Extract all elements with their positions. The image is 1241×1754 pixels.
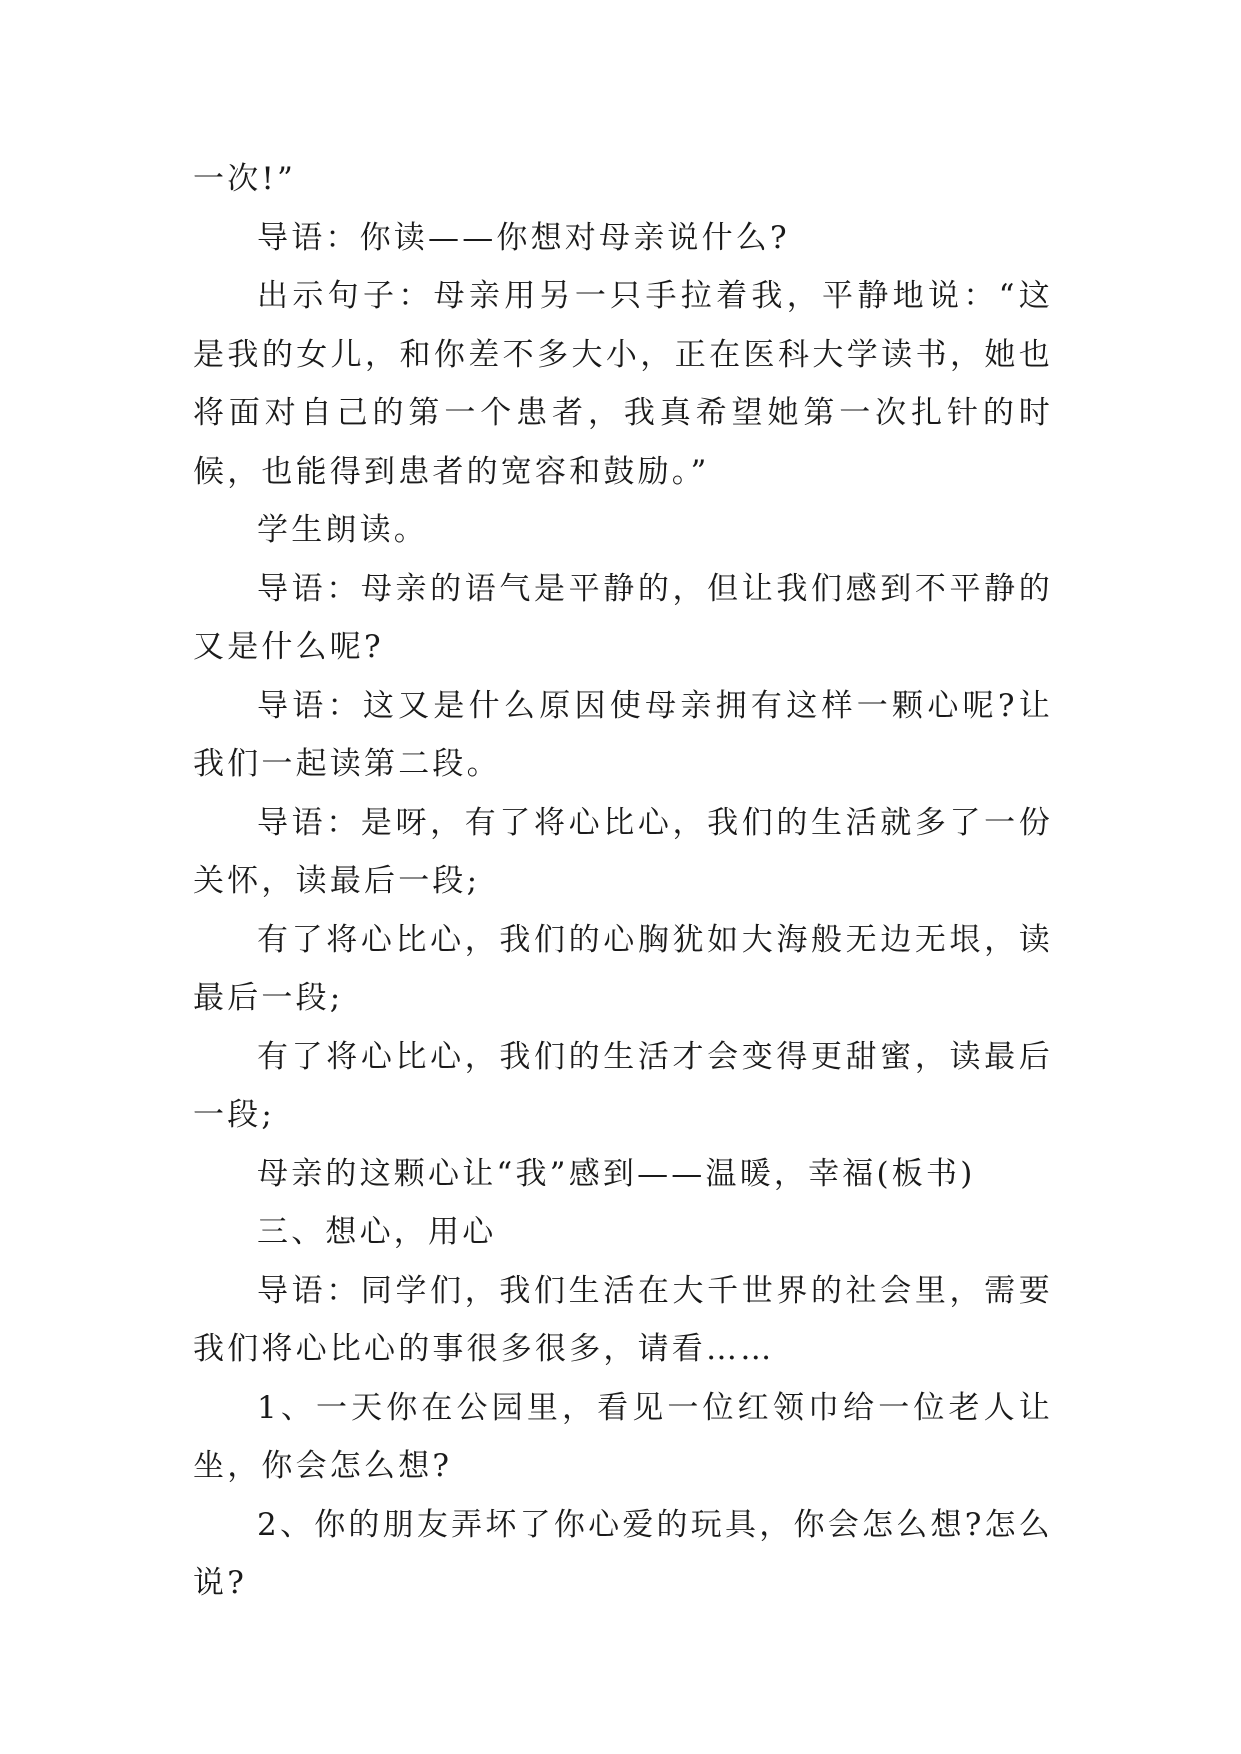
paragraph-guide-tone: 导语：母亲的语气是平静的，但让我们感到不平静的又是什么呢? (193, 570, 1053, 665)
list-item-2: 2、你的朋友弄坏了你心爱的玩具，你会怎么想?怎么说? (193, 1506, 1053, 1601)
paragraph-guide-read: 导语：你读——你想对母亲说什么? (257, 219, 790, 256)
document-body (193, 150, 1053, 1613)
paragraph-continuation: 一次!” (193, 161, 297, 197)
paragraph-heart-ocean: 有了将心比心，我们的心胸犹如大海般无边无垠，读最后一段; (193, 921, 1053, 1016)
paragraph-show-sentence: 出示句子：母亲用另一只手拉着我，平静地说：“这是我的女儿，和你差不多大小，正在医科大学读书，她也将面对自己的第一个患者，我真希望她第一次扎针的时候，也能得到患者的宽容和鼓励。” (193, 278, 1053, 490)
paragraph-warmth: 母亲的这颗心让“我”感到——温暖，幸福(板书) (257, 1155, 976, 1192)
paragraph-guide-society: 导语：同学们，我们生活在大千世界的社会里，需要我们将心比心的事很多很多，请看…… (193, 1272, 1053, 1367)
section-heading-three: 三、想心，用心 (257, 1214, 497, 1250)
paragraph-students-read: 学生朗读。 (257, 512, 428, 548)
paragraph-guide-reason: 导语：这又是什么原因使母亲拥有这样一颗心呢?让我们一起读第二段。 (193, 687, 1053, 782)
list-item-1: 1、一天你在公园里，看见一位红领巾给一位老人让坐，你会怎么想? (193, 1389, 1053, 1484)
paragraph-life-sweet: 有了将心比心，我们的生活才会变得更甜蜜，读最后一段; (193, 1038, 1053, 1133)
paragraph-guide-care: 导语：是呀，有了将心比心，我们的生活就多了一份关怀，读最后一段; (193, 804, 1053, 899)
